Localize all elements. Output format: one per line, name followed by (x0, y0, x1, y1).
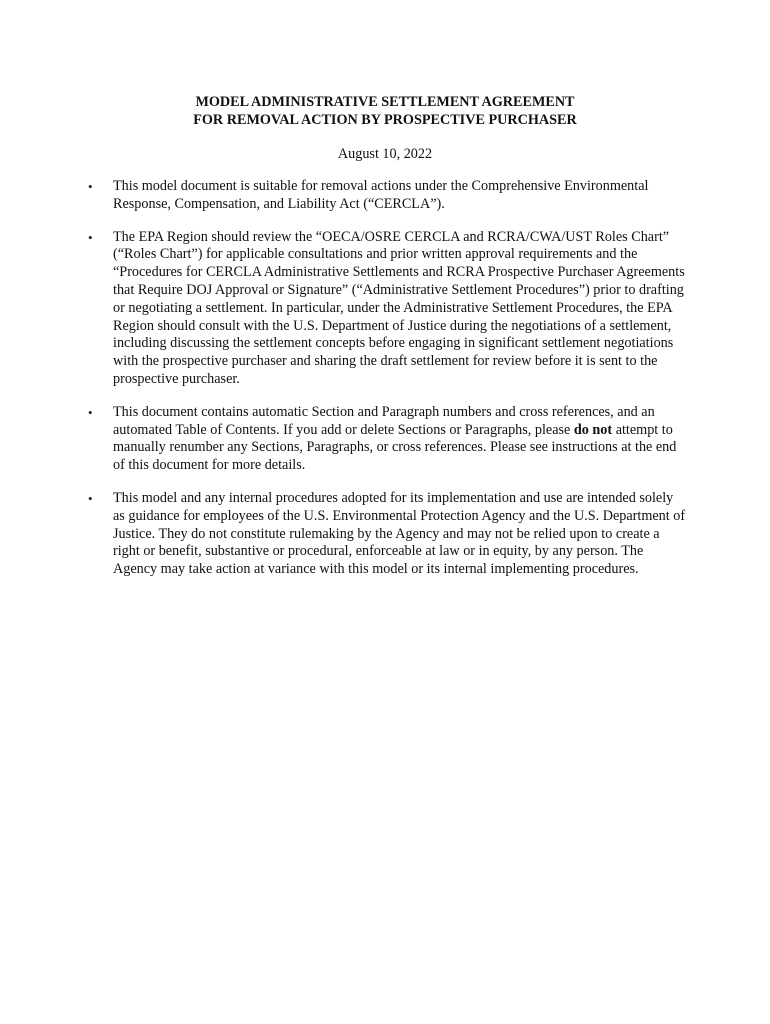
bullet-text-3-after: attempt to manually renumber any Sections, Paragraphs, or cross references. Please see instructions at the end of this document for more details. (113, 421, 677, 474)
bullet-item-4 (88, 490, 688, 579)
bullet-text-4: This model and any internal procedures adopted for its implementation and use are intended solely as guidance for employees of the U.S. Environmental Protection Agency and the U.S. Department of Justice. They do not constitute rulemaking by the Agency and may not be relied upon to create a right or benefit, substantive or procedural, enforceable at law or in equity, by any person. The Agency may take action at variance with this model or its internal implementing procedures. (113, 489, 686, 578)
bullet-text-1: This model document is suitable for removal actions under the Comprehensive Environmental Response, Compensation, and Liability Act (“CERCLA”). (113, 178, 649, 212)
document-title-line-2: FOR REMOVAL ACTION BY PROSPECTIVE PURCHASER (193, 112, 577, 128)
bullet-item-3 (88, 404, 688, 475)
bullet-icon: • (88, 179, 93, 194)
bullet-item-1 (88, 178, 688, 214)
bullet-text-3 (113, 404, 688, 475)
document-date: August 10, 2022 (337, 146, 433, 162)
bullet-icon: • (88, 404, 93, 420)
bullet-item-2 (88, 229, 688, 389)
bullet-list (88, 178, 688, 594)
bullet-icon: • (88, 229, 93, 245)
bullet-icon: • (88, 490, 93, 506)
bullet-text-3-bold: do not (573, 421, 613, 438)
bullet-text-2: The EPA Region should review the “OECA/OSRE CERCLA and RCRA/CWA/UST Roles Chart” (“Roles Chart”) for applicable consultations and prior written approval requirements and the “Procedures for CERCLA Administrative Settlements and RCRA Prospective Purchaser Agreements that Require DOJ Approval or Signature” (“Administrative Settlement Procedures”) prior to drafting or negotiating a settlement. In particular, under the Administrative Settlement Procedures, the EPA Region should consult with the U.S. Department of Justice during the negotiations of a settlement, including discussing the settlement concepts before engaging in significant settlement negotiations with the prospective purchaser and sharing the draft settlement for review before it is sent to the prospective purchaser. (113, 228, 685, 387)
bullet-text-3-before: This document contains automatic Section and Paragraph numbers and cross references, and an automated Table of Contents. If you add or delete Sections or Paragraphs, please (113, 403, 655, 438)
document-title-line-1: MODEL ADMINISTRATIVE SETTLEMENT AGREEMENT (195, 94, 575, 110)
